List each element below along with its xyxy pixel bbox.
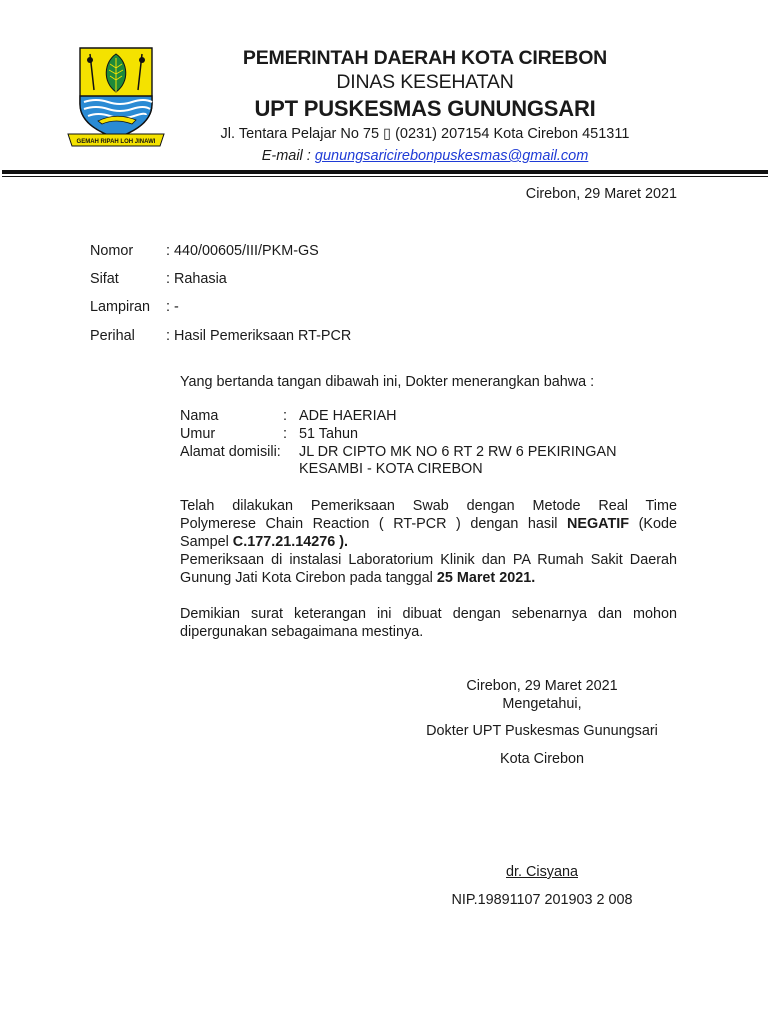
city-emblem-logo bbox=[66, 42, 166, 150]
closing-line: dipergunakan sebagaimana mestinya. bbox=[180, 624, 424, 640]
signature-city: Kota Cirebon bbox=[500, 751, 584, 767]
letterhead-address: Jl. Tentara Pelajar No 75 ▯ (0231) 207154 Kota Cirebon 451311 bbox=[220, 126, 630, 142]
email-link[interactable]: gunungsaricirebonpuskesmas@gmail.com bbox=[314, 148, 589, 164]
letterhead-divider bbox=[2, 170, 768, 174]
identity-value-nama: ADE HAERIAH bbox=[299, 408, 397, 424]
signature-name-wrap bbox=[400, 863, 684, 881]
signature-known: Mengetahui, bbox=[502, 696, 582, 712]
meta-value-sifat: : Rahasia bbox=[166, 271, 227, 287]
result-text: ). bbox=[339, 534, 349, 550]
result-status: NEGATIF bbox=[566, 516, 630, 532]
identity-label-alamat: Alamat domisili: bbox=[180, 444, 281, 460]
meta-value-nomor: : 440/00605/III/PKM-GS bbox=[166, 243, 319, 259]
result-line bbox=[180, 569, 677, 587]
closing-line: Demikian surat keterangan ini dibuat dengan sebenarnya dan mohon bbox=[180, 606, 677, 622]
letterhead-department: DINAS KESEHATAN bbox=[336, 71, 514, 93]
meta-value-perihal: : Hasil Pemeriksaan RT-PCR bbox=[166, 328, 352, 344]
exam-date: 25 Maret 2021. bbox=[436, 570, 536, 586]
signature-title: Dokter UPT Puskesmas Gunungsari bbox=[426, 723, 658, 739]
result-line bbox=[180, 533, 677, 551]
sample-code: C.177.21.14276 bbox=[232, 534, 336, 550]
identity-value-alamat-line1: JL DR CIPTO MK NO 6 RT 2 RW 6 PEKIRINGAN bbox=[299, 444, 617, 460]
closing-paragraph bbox=[180, 605, 677, 641]
identity-colon: : bbox=[283, 426, 287, 442]
meta-value-lampiran: : - bbox=[166, 299, 179, 315]
meta-label-perihal: Perihal bbox=[90, 328, 135, 344]
letterhead-email-line bbox=[170, 148, 680, 164]
result-line: Telah dilakukan Pemeriksaan Swab dengan Metode Real Time bbox=[180, 498, 677, 514]
result-paragraph bbox=[180, 497, 677, 587]
letterhead-divider-thin bbox=[2, 176, 768, 177]
letterhead-government: PEMERINTAH DAERAH KOTA CIREBON bbox=[242, 47, 608, 69]
meta-label-nomor: Nomor bbox=[90, 243, 134, 259]
meta-label-lampiran: Lampiran bbox=[90, 299, 150, 315]
result-text: Gunung Jati Kota Cirebon pada tanggal bbox=[180, 570, 433, 586]
letter-date: Cirebon, 29 Maret 2021 bbox=[525, 186, 677, 202]
result-text: Polymerese Chain Reaction ( RT-PCR ) dengan hasil bbox=[180, 516, 558, 532]
letterhead-institution: UPT PUSKESMAS GUNUNGSARI bbox=[254, 96, 596, 121]
meta-label-sifat: Sifat bbox=[90, 271, 119, 287]
identity-value-umur: 51 Tahun bbox=[299, 426, 358, 442]
signature-nip: NIP.19891107 201903 2 008 bbox=[451, 892, 633, 908]
result-text: (Kode bbox=[638, 516, 677, 532]
result-line: Pemeriksaan di instalasi Laboratorium Klinik dan PA Rumah Sakit Daerah bbox=[180, 552, 677, 568]
result-text: Sampel bbox=[180, 534, 229, 550]
identity-label-umur: Umur bbox=[180, 426, 216, 442]
logo-motto: GEMAH RIPAH LOH JINAWI bbox=[76, 139, 156, 145]
identity-label-nama: Nama bbox=[180, 408, 219, 424]
email-label: E-mail : bbox=[261, 148, 311, 164]
intro-text: Yang bertanda tangan dibawah ini, Dokter menerangkan bahwa : bbox=[180, 374, 595, 390]
signature-place-date: Cirebon, 29 Maret 2021 bbox=[466, 678, 618, 694]
identity-value-alamat-line2: KESAMBI - KOTA CIREBON bbox=[299, 461, 483, 477]
identity-colon: : bbox=[283, 408, 287, 424]
result-line bbox=[180, 515, 677, 533]
signature-name: dr. Cisyana bbox=[506, 864, 578, 880]
